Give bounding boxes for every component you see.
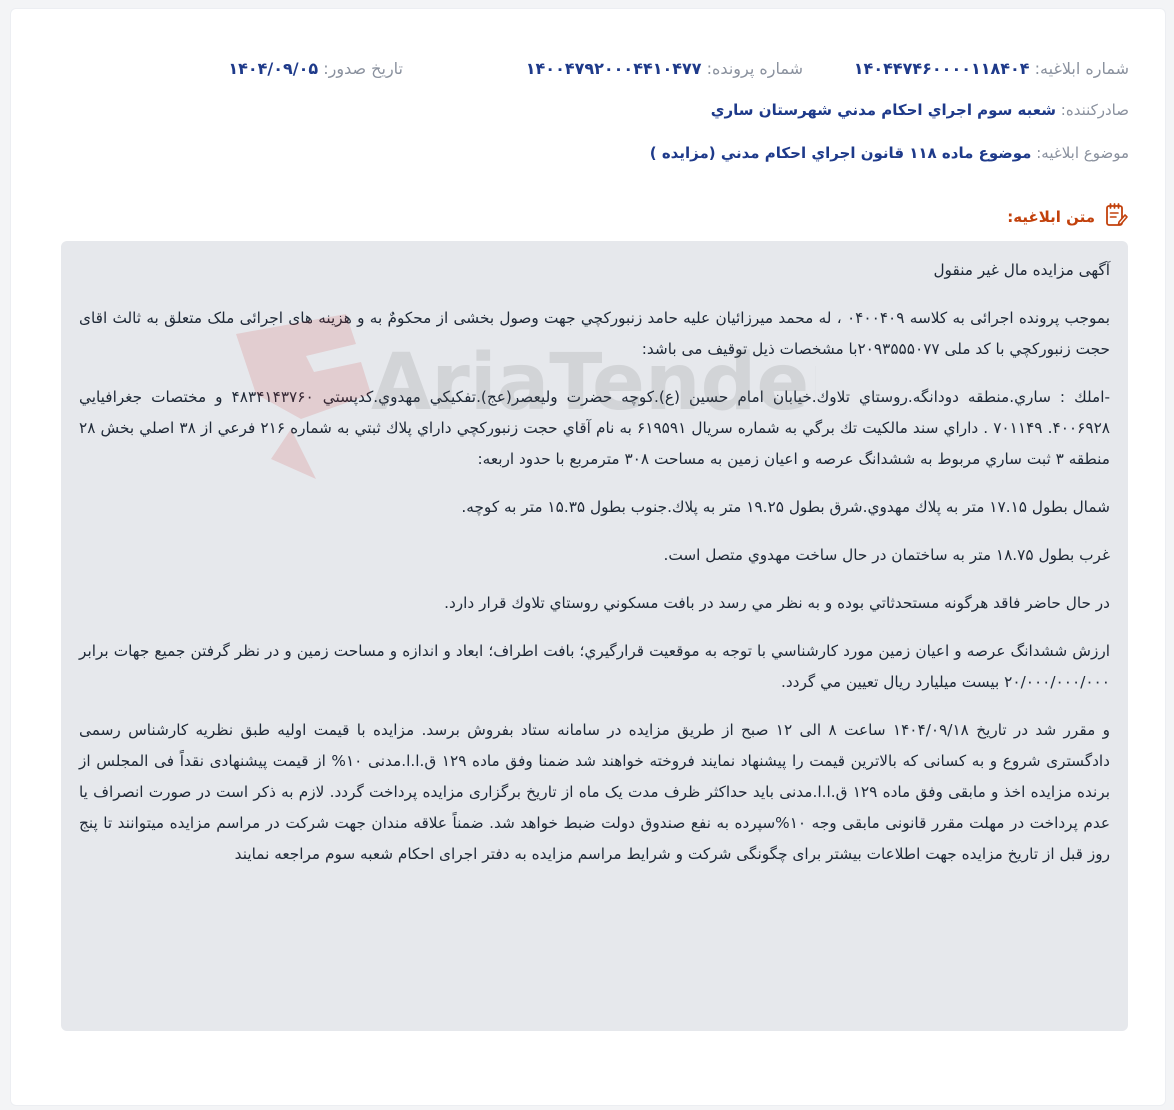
issue-date [228, 59, 403, 78]
notice-body [61, 241, 1128, 1031]
issuer-value: شعبه سوم اجراي احكام مدني شهرستان ساري [710, 101, 1056, 119]
case-number-label: شماره پرونده: [706, 59, 803, 78]
section-header [1007, 202, 1129, 232]
notice-number-value: ۱۴۰۴۴۷۴۶۰۰۰۰۱۱۸۴۰۴ [853, 59, 1030, 78]
body-paragraph: شمال بطول ۱۷.۱۵ متر به پلاك مهدوي.شرق بطول ۱۹.۲۵ متر به پلاك.جنوب بطول ۱۵.۳۵ متر به كوچه. [461, 498, 1110, 516]
notice-number-label: شماره ابلاغیه: [1034, 59, 1129, 78]
document-icon [1103, 202, 1129, 232]
body-paragraph: در حال حاضر فاقد هرگونه مستحدثاتي بوده و به نظر مي رسد در بافت مسكوني روستاي تلاوك قرار دارد. [444, 594, 1110, 612]
case-number [526, 59, 803, 78]
body-paragraph-title: آگهی مزایده مال غیر منقول [933, 261, 1110, 279]
issue-date-label: تاریخ صدور: [323, 59, 403, 78]
body-paragraph: ارزش ششدانگ عرصه و اعيان زمين مورد كارشناسي با توجه به موقعيت قرارگيري؛ بافت اطراف؛ ابعاد و اندازه و مساحت زمين و در نظر گرفتن جميع جهات برابر ۲۰/۰۰۰/۰۰۰/۰۰۰ بيست ميليارد ريال تعيين مي گردد. [79, 642, 1110, 691]
body-paragraph: بموجب پرونده اجرائی به کلاسه ۰۴۰۰۴۰۹ ، له محمد میرزائیان علیه حامد زنبورکچي جهت وصول بخشی از محکومٌ به و هزینه های اجرائی ملک متعلق به ثالث اقای حجت زنبورکچي با کد ملی ۲۰۹۳۵۵۵۰۷۷با مشخصات ذیل توقیف می باشد: [79, 309, 1110, 358]
body-paragraph: و مقرر شد در تاریخ ۱۴۰۴/۰۹/۱۸ ساعت ۸ الی ۱۲ صبح از طریق مزایده در سامانه ستاد بفروش برسد. مزایده با قیمت اولیه طبق نظریه کارشناس رسمی دادگستری شروع و به کسانی که بالاترین قیمت را پیشنهاد نمایند فروخته خواهند شد ضمنا وفق ماده ۱۲۹ ق.ا.ا.مدنی ۱۰% از قیمت پیشنهادی نقداً فی المجلس از برنده مزایده اخذ و مابقی وفق ماده ۱۲۹ ق.ا.ا.مدنی باید حداکثر ظرف مدت یک ماه از تاریخ برگزاری مزایده پرداخت گردد. لازم به ذکر است در صورت انصراف یا عدم پرداخت در مهلت مقرر قانونی مابقی وجه ۱۰%سپرده به نفع صندوق دولت ضبط خواهد شد. ضمناً علاقه مندان جهت شرکت در مراسم مزایده میتوانند تا پنج روز قبل از تاریخ مزایده جهت اطلاعات بیشتر برای چگونگی شرکت و شرایط مراسم مزایده به دفتر اجرای احکام شعبه سوم مراجعه نمایند [79, 721, 1110, 863]
issuer-label: صادرکننده: [1060, 101, 1129, 119]
body-paragraph: -املك : ساري.منطقه دودانگه.روستاي تلاوك.خيابان امام حسين (ع).كوچه حضرت وليعصر(عج).تفكيكي مهدوي.كدپستي ۴۸۳۴۱۴۳۷۶۰ و مختصات جغرافيايي ۴۰۰۶۹۲۸. ۷۰۱۱۴۹ . داراي سند مالكيت تك برگي به شماره سريال ۶۱۹۵۹۱ به نام آقاي حجت زنبوركچي داراي پلاك ثبتي به شماره ۲۱۶ فرعي از ۳۸ اصلي بخش ۲۸ منطقه ۳ ثبت ساري مربوط به ششدانگ عرصه و اعيان زمين به مساحت ۳۰۸ مترمربع با حدود اربعه: [79, 388, 1110, 468]
subject-value: موضوع ماده ۱۱۸ قانون اجراي احكام مدني (مزايده ) [649, 144, 1032, 162]
notice-number [854, 59, 1129, 78]
notice-card [10, 8, 1166, 1106]
issuer [711, 101, 1129, 119]
subject-label: موضوع ابلاغیه: [1036, 144, 1129, 162]
section-title: متن ابلاغیه: [1007, 208, 1095, 226]
body-paragraph: غرب بطول ۱۸.۷۵ متر به ساختمان در حال ساخت مهدوي متصل است. [663, 546, 1110, 564]
issue-date-value: ۱۴۰۴/۰۹/۰۵ [228, 59, 319, 78]
case-number-value: ۱۴۰۰۴۷۹۲۰۰۰۴۴۱۰۴۷۷ [525, 59, 702, 78]
subject [650, 144, 1129, 162]
